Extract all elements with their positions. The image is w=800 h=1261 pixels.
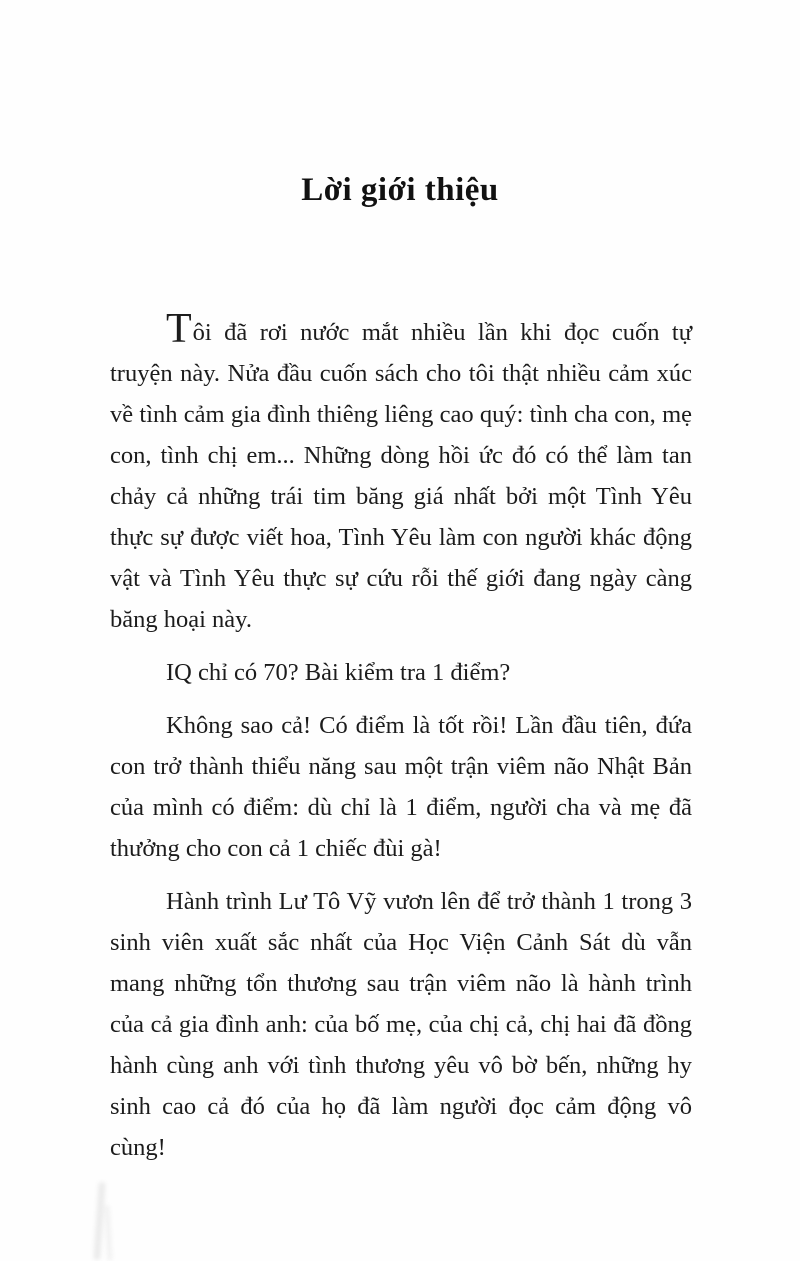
chapter-title: Lời giới thiệu <box>301 172 499 208</box>
page-body <box>110 306 692 1180</box>
intro-paragraph <box>110 306 692 640</box>
paragraph: IQ chỉ có 70? Bài kiểm tra 1 điểm? <box>166 659 511 686</box>
paragraph: Không sao cả! Có điểm là tốt rồi! Lần đầu tiên, đứa con trở thành thiểu năng sau một trận viêm não Nhật Bản của mình có điểm: dù chỉ là 1 điểm, người cha và mẹ đã thưởng cho con cả 1 chiếc đùi gà! <box>110 712 692 862</box>
intro-paragraph-text: ôi đã rơi nước mắt nhiều lần khi đọc cuốn tự truyện này. Nửa đầu cuốn sách cho tôi thật nhiều cảm xúc về tình cảm gia đình thiêng liêng cao quý: tình cha con, mẹ con, tình chị em... Những dòng hồi ức đó có thể làm tan chảy cả những trái tim băng giá nhất bởi một Tình Yêu thực sự được viết hoa, Tình Yêu làm con người khác động vật và Tình Yêu thực sự cứu rỗi thế giới đang ngày càng băng hoại này. <box>110 319 692 633</box>
paragraph: Hành trình Lư Tô Vỹ vươn lên để trở thành 1 trong 3 sinh viên xuất sắc nhất của Học Viện Cảnh Sát dù vẫn mang những tổn thương sau trận viêm não là hành trình của cả gia đình anh: của bố mẹ, của chị cả, chị hai đã đồng hành cùng anh với tình thương yêu vô bờ bến, những hy sinh cao cả đó của họ đã làm người đọc cảm động vô cùng! <box>110 888 692 1161</box>
scan-smudge <box>93 1182 105 1260</box>
drop-cap-initial: T <box>166 306 193 352</box>
scan-smudge <box>105 1205 113 1261</box>
